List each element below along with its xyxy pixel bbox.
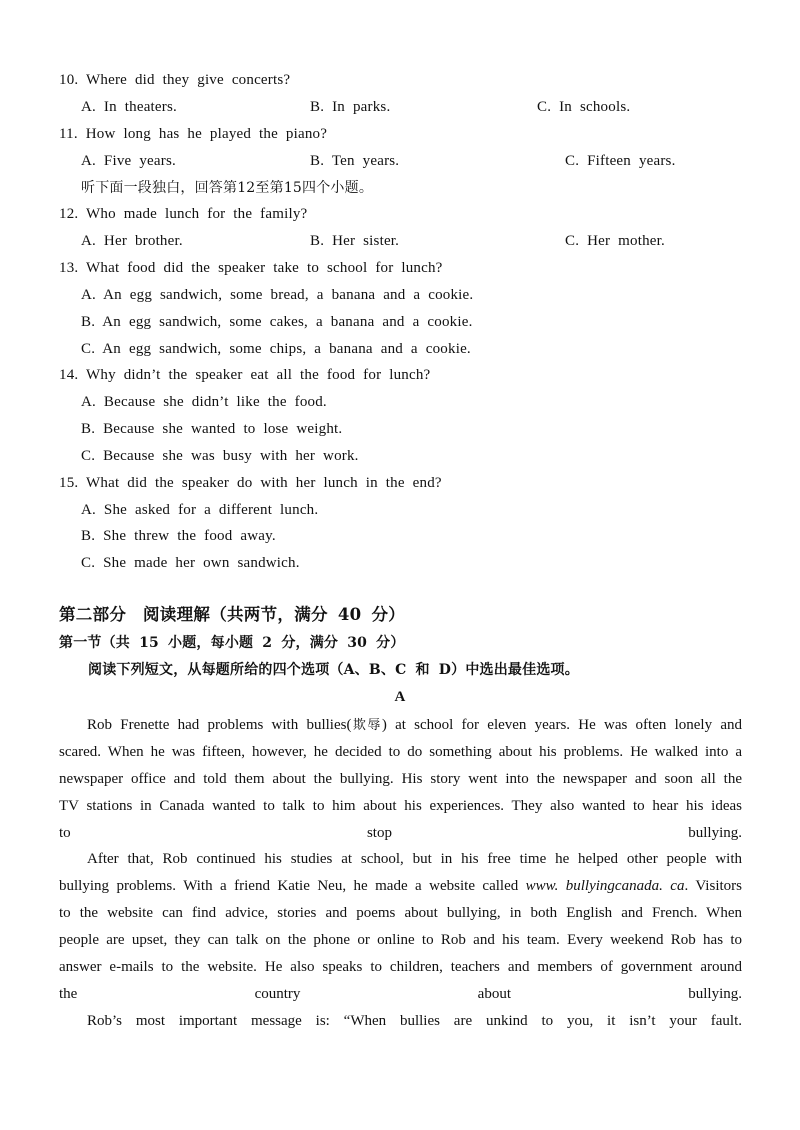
q12-option-b: B. Her sister. bbox=[310, 233, 400, 249]
q14-option-c: C. Because she was busy with her work. bbox=[81, 448, 359, 464]
q14-option-b: B. Because she wanted to lose weight. bbox=[81, 421, 343, 437]
question-10: 10. Where did they give concerts? bbox=[59, 72, 291, 88]
q12-option-a: A. Her brother. bbox=[81, 233, 183, 249]
passage-label: A bbox=[394, 689, 406, 705]
question-12: 12. Who made lunch for the family? bbox=[59, 206, 308, 222]
q15-option-b: B. She threw the food away. bbox=[81, 528, 276, 544]
q15-option-c: C. She made her own sandwich. bbox=[81, 555, 300, 571]
p2-text-before: After that, Rob continued his studies at school, but in his free time he helped other people with bullying problems. With a friend Katie Neu, he made a website called bbox=[59, 851, 742, 894]
reading-instruction: 阅读下列短文，从每题所给的四个选项（A、B、C 和 D）中选出最佳选项。 bbox=[88, 662, 579, 678]
q14-option-a: A. Because she didn’t like the food. bbox=[81, 394, 327, 410]
q10-option-c: C. In schools. bbox=[537, 99, 631, 115]
question-15: 15. What did the speaker do with her lunch in the end? bbox=[59, 475, 442, 491]
q15-option-a: A. She asked for a different lunch. bbox=[81, 502, 319, 518]
q10-option-a: A. In theaters. bbox=[81, 99, 177, 115]
q13-option-b: B. An egg sandwich, some cakes, a banana and a cookie. bbox=[81, 314, 473, 330]
monologue-instruction: 听下面一段独白，回答第12至第15四个小题。 bbox=[81, 180, 374, 196]
p2-text-after: . Visitors to the website can find advice, stories and poems about bullying, in both English and French. When people are upset, they can talk on the phone or online to Rob and his team. Every weekend Rob has to answer e-mails to the website. He also speaks to children, teachers and members of government around the country about bullying. bbox=[59, 878, 742, 1002]
question-13: 13. What food did the speaker take to school for lunch? bbox=[59, 260, 443, 276]
q10-option-b: B. In parks. bbox=[310, 99, 391, 115]
website-link: www. bullyingcanada. ca bbox=[525, 878, 685, 894]
q12-option-c: C. Her mother. bbox=[565, 233, 665, 249]
passage-paragraph-2 bbox=[59, 846, 742, 1008]
q11-option-a: A. Five years. bbox=[81, 153, 176, 169]
q11-option-c: C. Fifteen years. bbox=[565, 153, 676, 169]
q11-option-b: B. Ten years. bbox=[310, 153, 400, 169]
section-title: 第一节（共 15 小题，每小题 2 分，满分 30 分） bbox=[59, 635, 405, 651]
p1-text-before: Rob Frenette had problems with bullies( bbox=[87, 717, 352, 733]
part-title: 第二部分 阅读理解（共两节，满分 40 分） bbox=[59, 605, 406, 624]
passage-paragraph-3: Rob’s most important message is: “When bullies are unkind to you, it isn’t your fault. bbox=[87, 1013, 742, 1029]
q13-option-c: C. An egg sandwich, some chips, a banana and a cookie. bbox=[81, 341, 471, 357]
q13-option-a: A. An egg sandwich, some bread, a banana and a cookie. bbox=[81, 287, 474, 303]
p1-text-after: ) at school for eleven years. He was often lonely and scared. When he was fifteen, however, he decided to do something about his problems. He walked into a newspaper office and told them about the bullying. His story went into the newspaper and soon all the TV stations in Canada wanted to talk to him about his experiences. They also wanted to hear his ideas to stop bullying. bbox=[59, 717, 742, 841]
question-11: 11. How long has he played the piano? bbox=[59, 126, 328, 142]
question-14: 14. Why didn’t the speaker eat all the food for lunch? bbox=[59, 367, 431, 383]
passage-paragraph-1 bbox=[59, 712, 742, 847]
p1-chinese-gloss: 欺辱 bbox=[351, 718, 382, 733]
